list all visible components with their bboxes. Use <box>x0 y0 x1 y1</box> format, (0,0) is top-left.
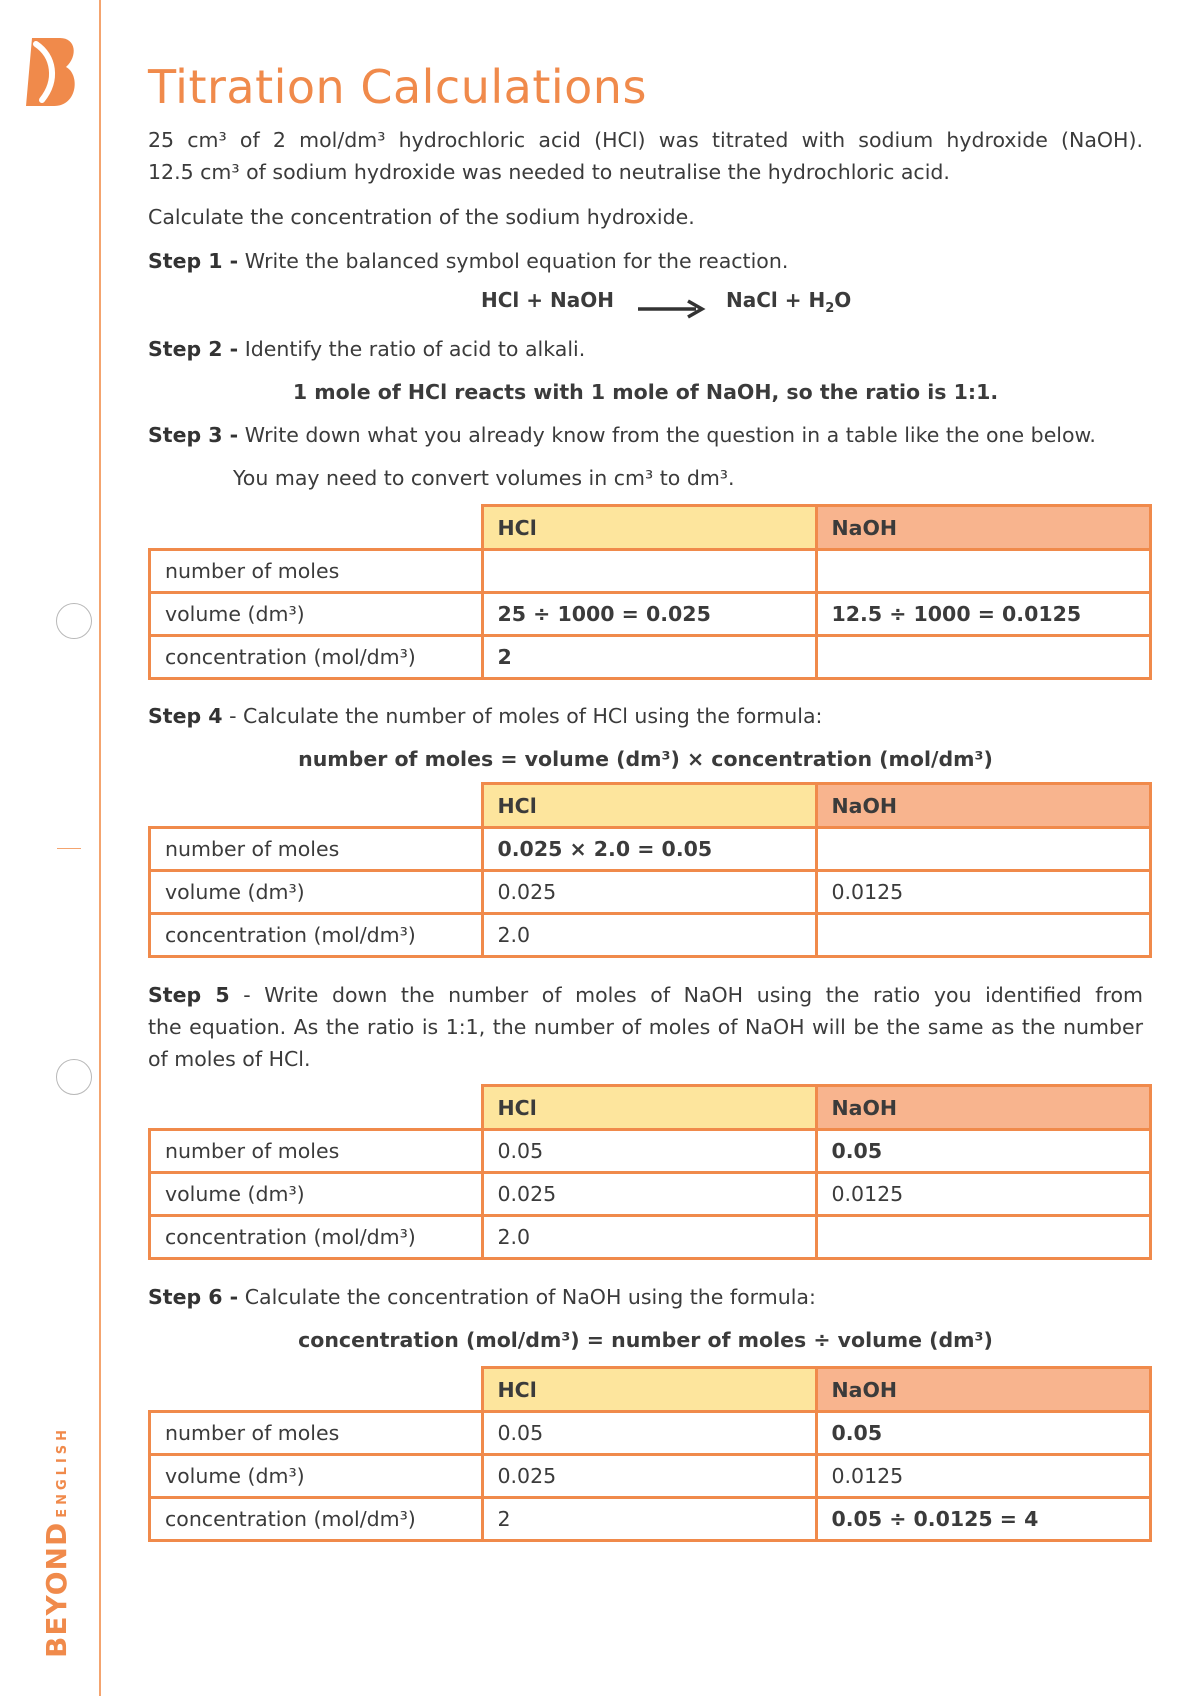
table-row <box>150 871 1151 914</box>
header-naoh: NaOH <box>816 784 1150 828</box>
punch-hole-upper <box>56 603 92 639</box>
equation-product-a: NaCl + H <box>726 288 826 312</box>
question-line-2: 12.5 cm³ of sodium hydroxide was needed to neutralise the hydrochloric acid. <box>148 160 950 184</box>
cell-hcl: 0.05 <box>482 1412 816 1455</box>
row-label: volume (dm³) <box>150 871 483 914</box>
cell-naoh: 0.0125 <box>816 871 1150 914</box>
step-2 <box>148 333 1143 365</box>
cell-hcl: 0.025 × 2.0 = 0.05 <box>482 828 816 871</box>
step-5-label: Step 5 <box>148 983 230 1007</box>
header-naoh: NaOH <box>816 506 1150 550</box>
table-row <box>150 1130 1151 1173</box>
row-label: concentration (mol/dm³) <box>150 1498 483 1541</box>
table-header-row <box>150 1368 1151 1412</box>
moles-formula: number of moles = volume (dm³) × concentration (mol/dm³) <box>298 747 993 771</box>
table-corner <box>150 1368 483 1412</box>
table-row <box>150 914 1151 957</box>
row-label: concentration (mol/dm³) <box>150 914 483 957</box>
table-step-6 <box>148 1366 1152 1542</box>
table-row <box>150 1498 1151 1541</box>
table-corner <box>150 1086 483 1130</box>
brand-wordmark <box>40 1426 73 1658</box>
header-naoh: NaOH <box>816 1086 1150 1130</box>
step-2-label: Step 2 - <box>148 337 239 361</box>
step-5-line-2: the equation. As the ratio is 1:1, the number of moles of NaOH will be the same as the number <box>148 1015 1143 1039</box>
table-header-row <box>150 506 1151 550</box>
question-paragraph <box>148 124 1143 188</box>
brand-word-english: ENGLISH <box>55 1425 70 1518</box>
step-5-line-3: of moles of HCl. <box>148 1047 311 1071</box>
cell-hcl: 0.05 <box>482 1130 816 1173</box>
concentration-formula: concentration (mol/dm³) = number of moles ÷ volume (dm³) <box>298 1328 993 1352</box>
header-hcl: HCl <box>482 506 816 550</box>
ratio-statement: 1 mole of HCl reacts with 1 mole of NaOH, so the ratio is 1:1. <box>292 380 999 404</box>
step-1-label: Step 1 - <box>148 249 239 273</box>
cell-hcl: 0.025 <box>482 1173 816 1216</box>
table-row <box>150 1173 1151 1216</box>
cell-naoh: 0.05 <box>816 1130 1150 1173</box>
cell-naoh: 0.0125 <box>816 1455 1150 1498</box>
step-1 <box>148 245 1143 277</box>
cell-hcl: 2.0 <box>482 914 816 957</box>
row-label: volume (dm³) <box>150 593 483 636</box>
cell-hcl: 0.025 <box>482 871 816 914</box>
step-3-text: Write down what you already know from the question in a table like the one below. <box>238 423 1096 447</box>
header-hcl: HCl <box>482 1086 816 1130</box>
brand-logo-icon <box>24 34 80 110</box>
cell-hcl: 0.025 <box>482 1455 816 1498</box>
table-row <box>150 550 1151 593</box>
table-row <box>150 1412 1151 1455</box>
header-naoh: NaOH <box>816 1368 1150 1412</box>
step-4 <box>148 700 1143 732</box>
step-3-label: Step 3 - <box>148 423 239 447</box>
question-instruction: Calculate the concentration of the sodium hydroxide. <box>148 205 695 229</box>
header-hcl: HCl <box>482 1368 816 1412</box>
cell-naoh: 0.0125 <box>816 1173 1150 1216</box>
cell-naoh: 0.05 <box>816 1412 1150 1455</box>
question-line-1: 25 cm³ of 2 mol/dm³ hydrochloric acid (HCl) was titrated with sodium hydroxide (NaOH). <box>148 128 1143 152</box>
cell-hcl <box>482 550 816 593</box>
row-label: concentration (mol/dm³) <box>150 636 483 679</box>
row-label: number of moles <box>150 1130 483 1173</box>
step-6-text: Calculate the concentration of NaOH using the formula: <box>238 1285 816 1309</box>
row-label: number of moles <box>150 1412 483 1455</box>
cell-naoh <box>816 636 1150 679</box>
equation-subscript: 2 <box>825 301 835 316</box>
cell-naoh: 0.05 ÷ 0.0125 = 4 <box>816 1498 1150 1541</box>
table-row <box>150 636 1151 679</box>
table-step-4 <box>148 782 1152 958</box>
cell-naoh <box>816 550 1150 593</box>
cell-naoh <box>816 828 1150 871</box>
step-5-text-1: - Write down the number of moles of NaOH using the ratio you identified from <box>229 983 1143 1007</box>
table-corner <box>150 506 483 550</box>
balanced-equation <box>148 288 1143 322</box>
cell-naoh <box>816 914 1150 957</box>
step-4-label: Step 4 <box>148 704 223 728</box>
row-label: number of moles <box>150 550 483 593</box>
cell-hcl: 2 <box>482 1498 816 1541</box>
table-row <box>150 593 1151 636</box>
cell-hcl: 2 <box>482 636 816 679</box>
cell-hcl: 25 ÷ 1000 = 0.025 <box>482 593 816 636</box>
brand-word-beyond: BEYOND <box>40 1521 73 1658</box>
cell-naoh: 12.5 ÷ 1000 = 0.0125 <box>816 593 1150 636</box>
step-3 <box>148 419 1143 451</box>
step-1-text: Write the balanced symbol equation for the reaction. <box>238 249 789 273</box>
table-row <box>150 828 1151 871</box>
equation-reactants: HCl + NaOH <box>481 288 614 312</box>
table-step-5 <box>148 1084 1152 1260</box>
cell-naoh <box>816 1216 1150 1259</box>
table-row <box>150 1216 1151 1259</box>
step-4-text: - Calculate the number of moles of HCl using the formula: <box>222 704 823 728</box>
cell-hcl: 2.0 <box>482 1216 816 1259</box>
punch-hole-lower <box>56 1059 92 1095</box>
table-header-row <box>150 1086 1151 1130</box>
table-step-3 <box>148 504 1152 680</box>
row-label: number of moles <box>150 828 483 871</box>
margin-line <box>99 0 101 1696</box>
row-label: concentration (mol/dm³) <box>150 1216 483 1259</box>
table-row <box>150 1455 1151 1498</box>
table-header-row <box>150 784 1151 828</box>
row-label: volume (dm³) <box>150 1455 483 1498</box>
step-3-note: You may need to convert volumes in cm³ to dm³. <box>233 466 735 490</box>
equation-products <box>726 288 851 316</box>
step-5-line-1 <box>148 979 1143 1011</box>
page-title: Titration Calculations <box>148 60 647 114</box>
row-label: volume (dm³) <box>150 1173 483 1216</box>
step-2-text: Identify the ratio of acid to alkali. <box>238 337 586 361</box>
header-hcl: HCl <box>482 784 816 828</box>
step-5 <box>148 979 1143 1075</box>
table-corner <box>150 784 483 828</box>
step-6-label: Step 6 - <box>148 1285 239 1309</box>
reaction-arrow-icon <box>636 299 706 319</box>
step-6 <box>148 1281 1143 1313</box>
equation-product-b: O <box>834 288 852 312</box>
margin-tick <box>57 848 81 849</box>
